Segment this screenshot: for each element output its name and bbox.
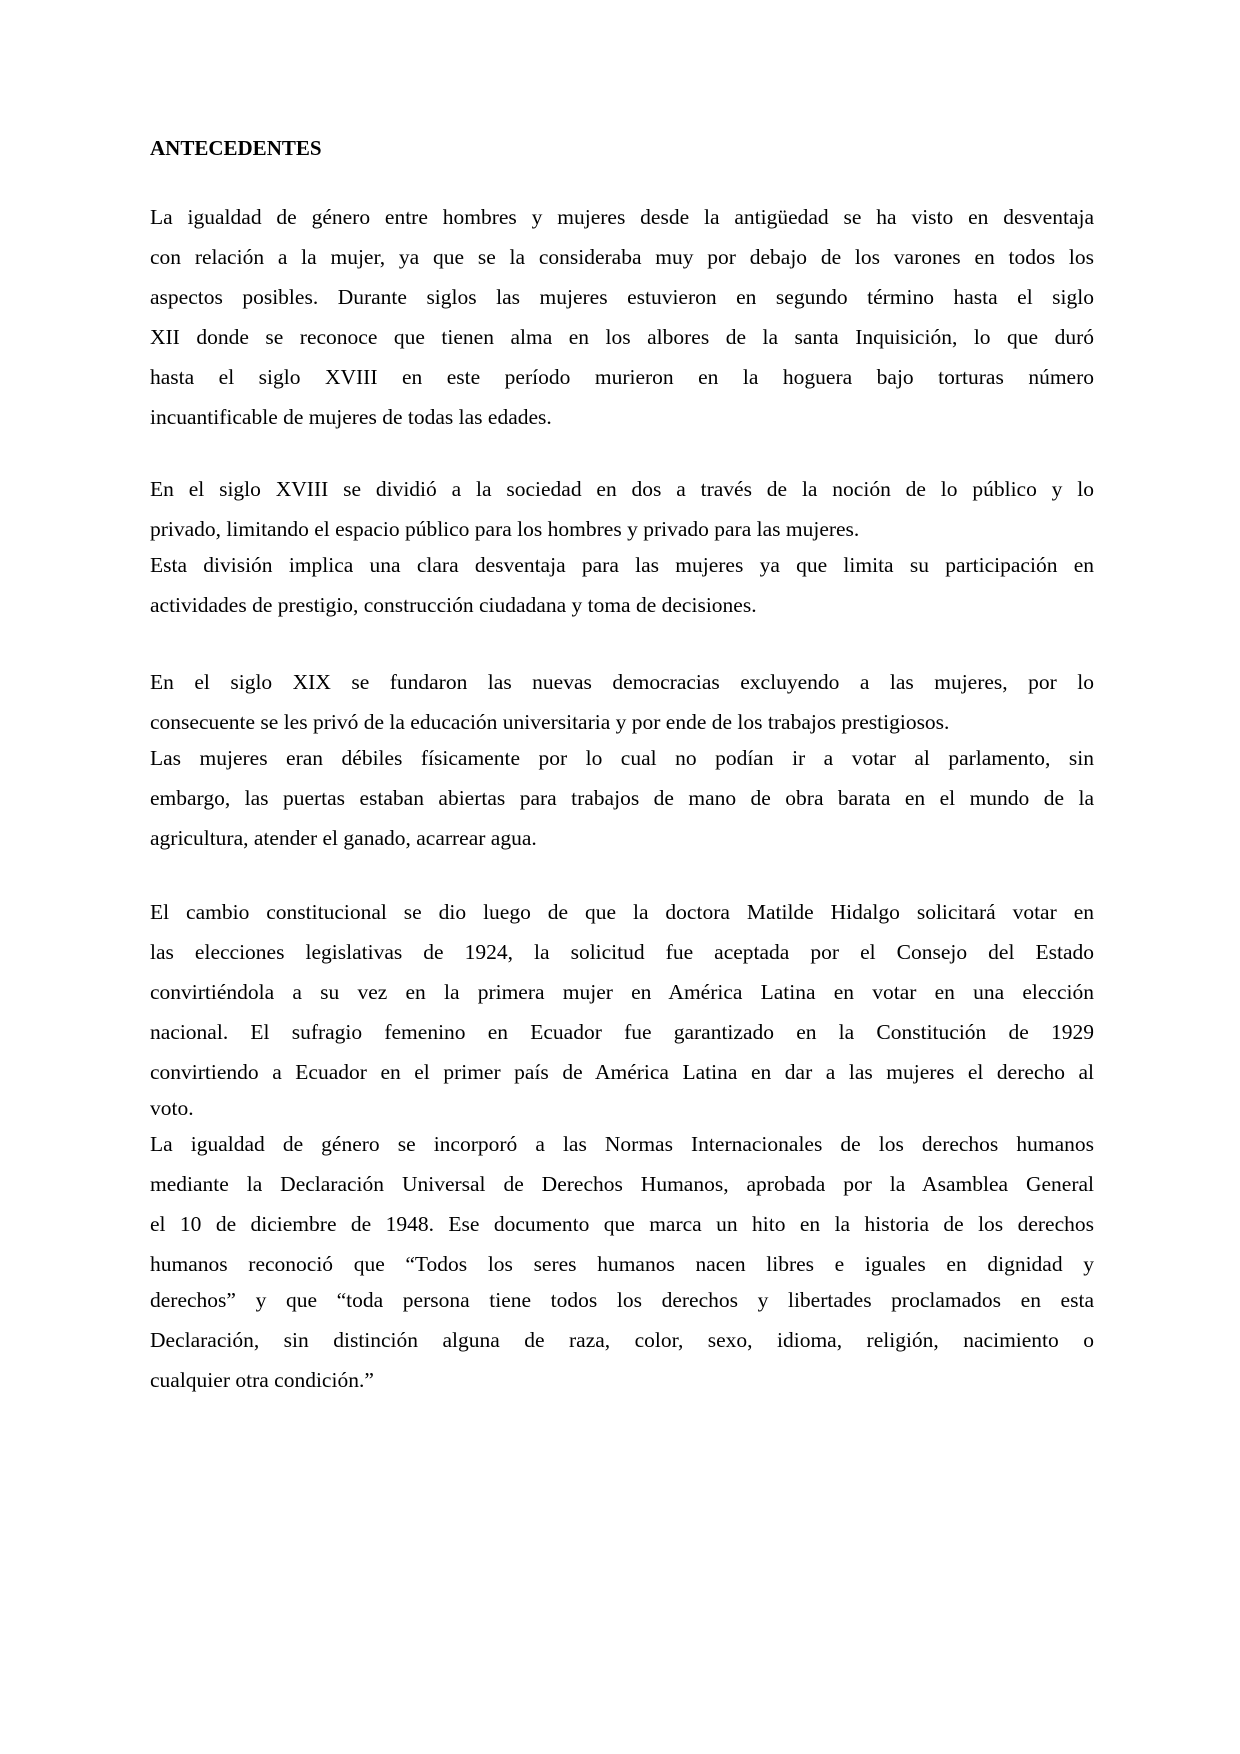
paragraph-3-line-4: embargo, las puertas estaban abiertas para trabajos de mano de obra barata en el mundo de la xyxy=(150,786,1094,810)
paragraph-4-line-5: convirtiendo a Ecuador en el primer país de América Latina en dar a las mujeres el derecho al xyxy=(150,1060,1094,1084)
paragraph-4-line-4: nacional. El sufragio femenino en Ecuador fue garantizado en la Constitución de 1929 xyxy=(150,1020,1094,1044)
paragraph-4-line-12: Declaración, sin distinción alguna de raza, color, sexo, idioma, religión, nacimiento o xyxy=(150,1328,1094,1352)
paragraph-2-line-2: privado, limitando el espacio público para los hombres y privado para las mujeres. xyxy=(150,517,860,541)
paragraph-4-line-7: La igualdad de género se incorporó a las Normas Internacionales de los derechos humanos xyxy=(150,1132,1094,1156)
section-heading: ANTECEDENTES xyxy=(150,136,322,160)
paragraph-1-line-6: incuantificable de mujeres de todas las edades. xyxy=(150,405,552,429)
paragraph-1-line-3: aspectos posibles. Durante siglos las mujeres estuvieron en segundo término hasta el siglo xyxy=(150,285,1094,309)
paragraph-4-line-13: cualquier otra condición.” xyxy=(150,1368,374,1392)
paragraph-1-line-4: XII donde se reconoce que tienen alma en los albores de la santa Inquisición, lo que duró xyxy=(150,325,1094,349)
paragraph-4-line-2: las elecciones legislativas de 1924, la solicitud fue aceptada por el Consejo del Estado xyxy=(150,940,1094,964)
paragraph-3-line-5: agricultura, atender el ganado, acarrear agua. xyxy=(150,826,537,850)
paragraph-3-line-3: Las mujeres eran débiles físicamente por lo cual no podían ir a votar al parlamento, sin xyxy=(150,746,1094,770)
paragraph-4-line-1: El cambio constitucional se dio luego de que la doctora Matilde Hidalgo solicitará votar en xyxy=(150,900,1094,924)
paragraph-1-line-1: La igualdad de género entre hombres y mujeres desde la antigüedad se ha visto en desventaja xyxy=(150,205,1094,229)
paragraph-4-line-11: derechos” y que “toda persona tiene todos los derechos y libertades proclamados en esta xyxy=(150,1288,1094,1312)
paragraph-2-line-1: En el siglo XVIII se dividió a la sociedad en dos a través de la noción de lo público y lo xyxy=(150,477,1094,501)
paragraph-4-line-8: mediante la Declaración Universal de Derechos Humanos, aprobada por la Asamblea General xyxy=(150,1172,1094,1196)
paragraph-4-line-3: convirtiéndola a su vez en la primera mujer en América Latina en votar en una elección xyxy=(150,980,1094,1004)
paragraph-4-line-9: el 10 de diciembre de 1948. Ese documento que marca un hito en la historia de los derechos xyxy=(150,1212,1094,1236)
paragraph-2-line-4: actividades de prestigio, construcción ciudadana y toma de decisiones. xyxy=(150,593,757,617)
paragraph-2-line-3: Esta división implica una clara desventaja para las mujeres ya que limita su participación en xyxy=(150,553,1094,577)
paragraph-1-line-2: con relación a la mujer, ya que se la consideraba muy por debajo de los varones en todos los xyxy=(150,245,1094,269)
paragraph-4-line-10: humanos reconoció que “Todos los seres humanos nacen libres e iguales en dignidad y xyxy=(150,1252,1094,1276)
paragraph-1-line-5: hasta el siglo XVIII en este período murieron en la hoguera bajo torturas número xyxy=(150,365,1094,389)
paragraph-3-line-1: En el siglo XIX se fundaron las nuevas democracias excluyendo a las mujeres, por lo xyxy=(150,670,1094,694)
paragraph-4-line-6: voto. xyxy=(150,1096,194,1120)
paragraph-3-line-2: consecuente se les privó de la educación universitaria y por ende de los trabajos prestigiosos. xyxy=(150,710,950,734)
